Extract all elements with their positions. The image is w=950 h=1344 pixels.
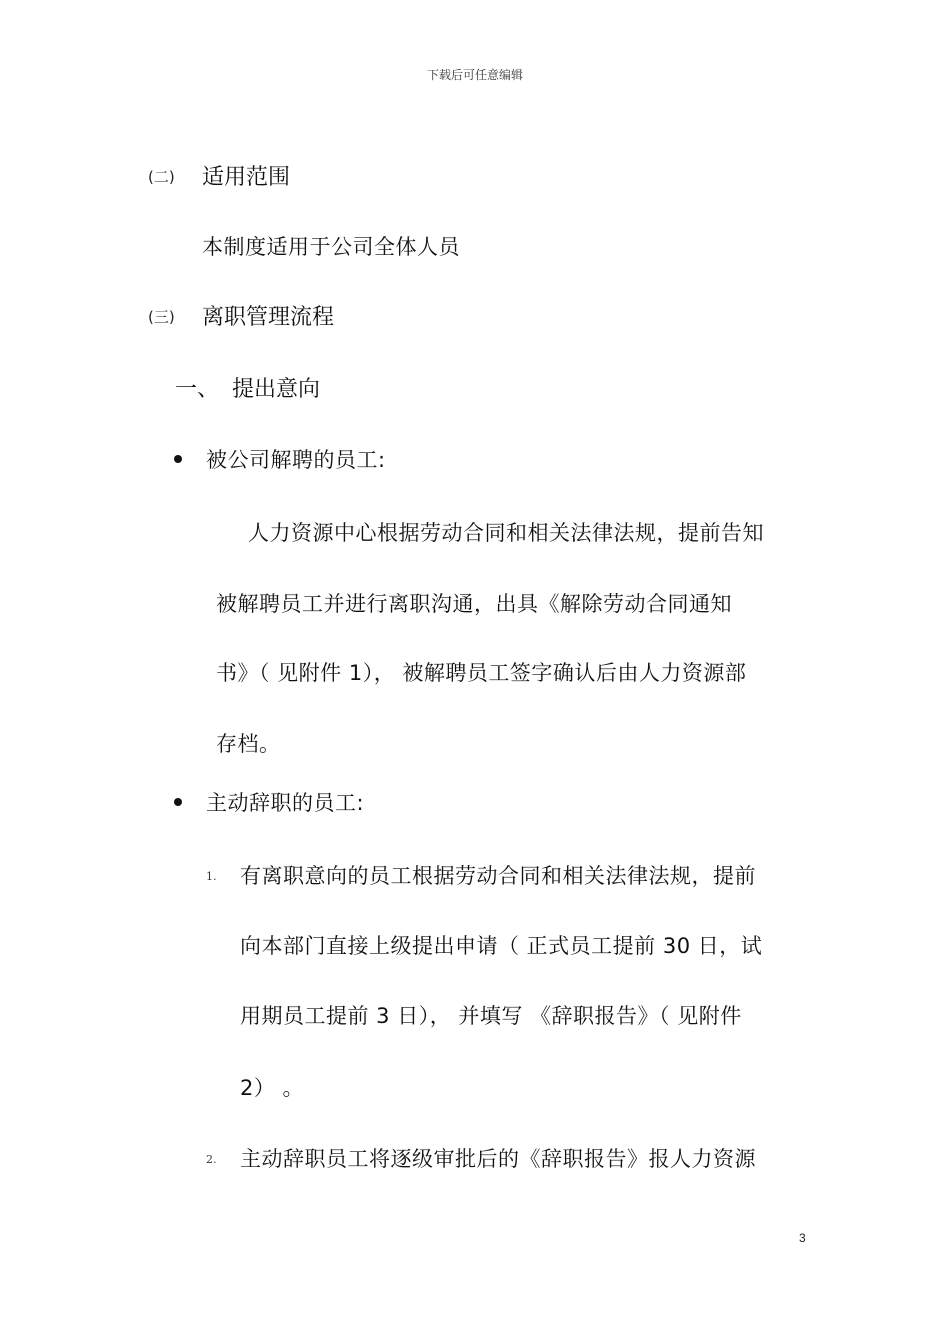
bullet-dot [174, 798, 182, 806]
section-number: (三) [148, 308, 175, 326]
section-number: (二) [148, 168, 175, 186]
bullet-title: 被公司解聘的员工: [206, 448, 386, 472]
subsection-title: 提出意向 [232, 377, 321, 402]
list-item-line: 用期员工提前 3 日）， 并填写 《辞职报告》（ 见附件 [240, 1004, 742, 1028]
bullet-title: 主动辞职的员工: [206, 791, 365, 815]
list-number: 2. [206, 1153, 217, 1166]
scope-text: 本制度适用于公司全体人员 [202, 235, 460, 259]
list-item-line: 2） 。 [240, 1076, 305, 1100]
list-item-line: 有离职意向的员工根据劳动合同和相关法律法规，提前 [240, 864, 756, 888]
bullet-dot [174, 455, 182, 463]
section-title: 离职管理流程 [202, 305, 335, 330]
list-item-line: 向本部门直接上级提出申请（ 正式员工提前 30 日，试 [240, 934, 763, 958]
page-number: 3 [799, 1231, 806, 1245]
section-title: 适用范围 [202, 165, 291, 190]
paragraph-line: 存档。 [216, 732, 281, 756]
paragraph-line: 人力资源中心根据劳动合同和相关法律法规，提前告知 [248, 521, 764, 545]
list-number: 1. [206, 870, 217, 883]
subsection-number: 一、 [175, 377, 220, 402]
page-header: 下载后可任意编辑 [426, 68, 523, 82]
paragraph-line: 书》（ 见附件 1）， 被解聘员工签字确认后由人力资源部 [216, 661, 747, 685]
list-item-line: 主动辞职员工将逐级审批后的《辞职报告》报人力资源 [240, 1147, 756, 1171]
paragraph-line: 被解聘员工并进行离职沟通，出具《解除劳动合同通知 [216, 592, 732, 616]
